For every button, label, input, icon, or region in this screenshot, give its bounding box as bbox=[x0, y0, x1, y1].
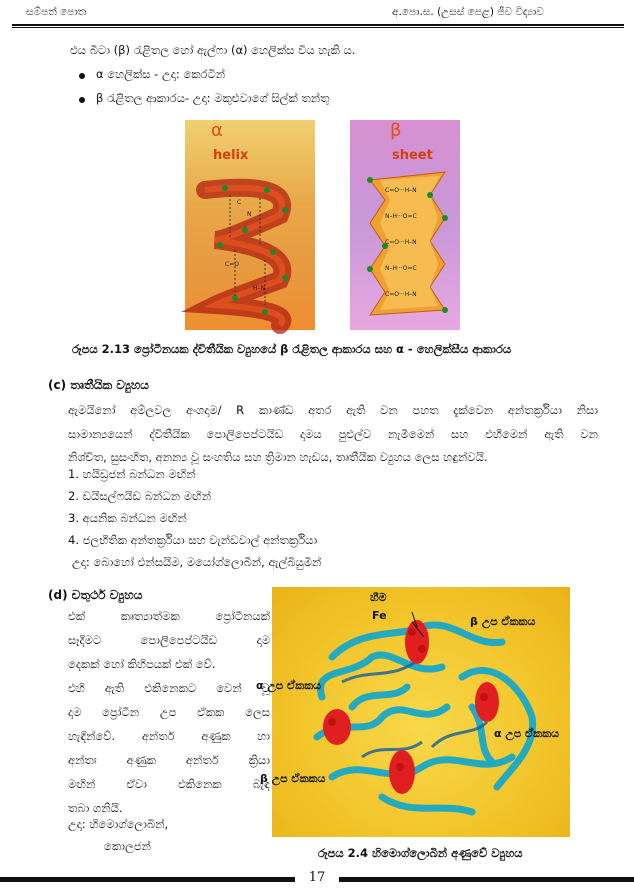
fe-label: Fe bbox=[372, 609, 387, 622]
tertiary-heading: (c) තෘතීයික ව්‍යුහය bbox=[48, 378, 149, 392]
tertiary-example: උදා: බොහෝ එන්සයිම, මයෝග්ලොබීන්, ඇල්බියුමින් bbox=[72, 555, 322, 569]
svg-text:N: N bbox=[247, 211, 252, 218]
alpha-helix-image bbox=[185, 120, 315, 330]
quaternary-heading: (d) චතුර්ථ ව්‍යුහය bbox=[48, 588, 143, 602]
header-rule bbox=[12, 24, 624, 26]
heme-label: හීම bbox=[370, 591, 387, 604]
page-number: 17 bbox=[308, 870, 326, 885]
running-header-left: සම්පත් පොත bbox=[26, 6, 87, 18]
svg-text:C=O: C=O bbox=[225, 261, 239, 268]
svg-text:C: C bbox=[237, 199, 242, 206]
quaternary-example: උදා: හිමොග්ලොබින්, bbox=[68, 817, 169, 831]
quaternary-line: දෙකක් හෝ කිහිපයක් එක් වේ. bbox=[68, 657, 216, 671]
svg-text:H–N: H–N bbox=[253, 285, 265, 292]
footer-rule-left bbox=[0, 877, 295, 882]
bullet-alpha-helix: α හෙලික්ස - උදා: කෙරටින් bbox=[96, 67, 226, 81]
tertiary-item: 4. ජලභීතික අන්තර්ක්‍රියා සහ වැන්ඩවාල් අන්තර්ක්‍රියා bbox=[68, 533, 318, 547]
quaternary-example-2: කොලජන් bbox=[104, 839, 151, 853]
quaternary-line: හැඳින්වේ. අන්තර් අණුක හා bbox=[68, 729, 270, 743]
sheet-word: sheet bbox=[392, 148, 433, 163]
quaternary-line: දාම ප්‍රෝටීන උප ඒකක ලෙස bbox=[68, 705, 270, 719]
bullet-beta-sheet: β රැළිතල ආකාරය- උදා: මකුළුවාගේ සිල්ක් තන්තු bbox=[96, 91, 330, 105]
tertiary-para-line: සාමාන්‍යයෙන් ද්විතීයික පොලිපෙප්ටයිඩ දාමය පුළුල්ව නැමීමෙන් සහ එහීමෙන් ඇති වන bbox=[68, 427, 598, 441]
alpha-subunit-right-label: α උප ඒකකය bbox=[494, 727, 560, 740]
svg-text:C=O···H–N: C=O···H–N bbox=[385, 239, 417, 246]
quaternary-line: මඟින් ඒවා එකිනෙක බැඳ bbox=[68, 777, 270, 791]
running-header-right: අ.පො.ස. (උසස් පෙළ) ජීව විද්‍යාව bbox=[392, 6, 544, 18]
beta-subunit-bottom-label: β උප ඒකකය bbox=[260, 772, 326, 785]
figure-2-13-caption: රූපය 2.13 ප්‍රෝටීනයක ද්විතීයික ව්‍යුහයේ β රැළිතල ආකාරය සහ α - හෙලික්සීය ආකාරය bbox=[72, 342, 512, 356]
bullet-dot bbox=[79, 73, 85, 79]
helix-word: helix bbox=[213, 148, 249, 163]
page-footer bbox=[0, 870, 634, 888]
beta-sheet-image bbox=[350, 120, 460, 330]
beta-subunit-top-label: β උප ඒකකය bbox=[470, 615, 536, 628]
tertiary-item: 3. අයනික බන්ධන මඟින් bbox=[68, 511, 187, 525]
figure-2-4-caption: රූපය 2.4 හිමොග්ලොබින් අණුවේ ව්‍යුහය bbox=[318, 846, 523, 860]
quaternary-line: එක් කෘත්‍යාත්මක ප්‍රෝටීනයක් bbox=[68, 609, 270, 623]
alpha-subunit-left-label: α උප ඒකකය bbox=[256, 679, 322, 692]
header-rule-thin bbox=[12, 27, 624, 28]
hemoglobin-image bbox=[256, 587, 570, 837]
beta-symbol: β bbox=[390, 120, 402, 141]
svg-text:N–H···O=C: N–H···O=C bbox=[385, 265, 417, 272]
svg-text:C=O···H–N: C=O···H–N bbox=[385, 187, 417, 194]
tertiary-item: 1. හයිඩ්‍රජන් බන්ධන මඟින් bbox=[68, 467, 196, 481]
quaternary-line: තබා ගනියි. bbox=[68, 801, 123, 815]
svg-text:C=O···H–N: C=O···H–N bbox=[385, 291, 417, 298]
tertiary-item: 2. ඩයිසල්ෆයිඩ බන්ධන මඟින් bbox=[68, 489, 212, 503]
tertiary-para-line: ඇමයිනෝ අම්ලවල අංගදාම/ R කාණ්ඩ අතර ඇති වන පහත දැක්වෙන අන්තර්ක්‍රියා නිසා bbox=[68, 403, 598, 417]
bullet-dot bbox=[79, 97, 85, 103]
footer-rule-right bbox=[339, 877, 634, 882]
intro-line: එය බීටා (β) රැළිතල හෝ ඇල්ෆා (α) හෙලික්ස විය හැකි ය. bbox=[70, 43, 356, 57]
quaternary-line: සෑදීමට පොලිපෙප්ටයිඩ දාම bbox=[68, 633, 270, 647]
svg-text:N–H···O=C: N–H···O=C bbox=[385, 213, 417, 220]
quaternary-line: එහි ඇති එකිනෙකට වෙන් වූ bbox=[68, 681, 270, 695]
quaternary-line: අන්තඃ අණුක අන්තර් ක්‍රියා bbox=[68, 753, 270, 767]
tertiary-para-line: නිශ්චිත, සුසංහිත, අනන්‍ය වූ සංහතිය සහ ත්‍රිමාන හැඩය, තෘතීයික ව්‍යුහය ලෙස හඳුන්වයි. bbox=[68, 450, 488, 464]
alpha-symbol: α bbox=[211, 120, 223, 141]
